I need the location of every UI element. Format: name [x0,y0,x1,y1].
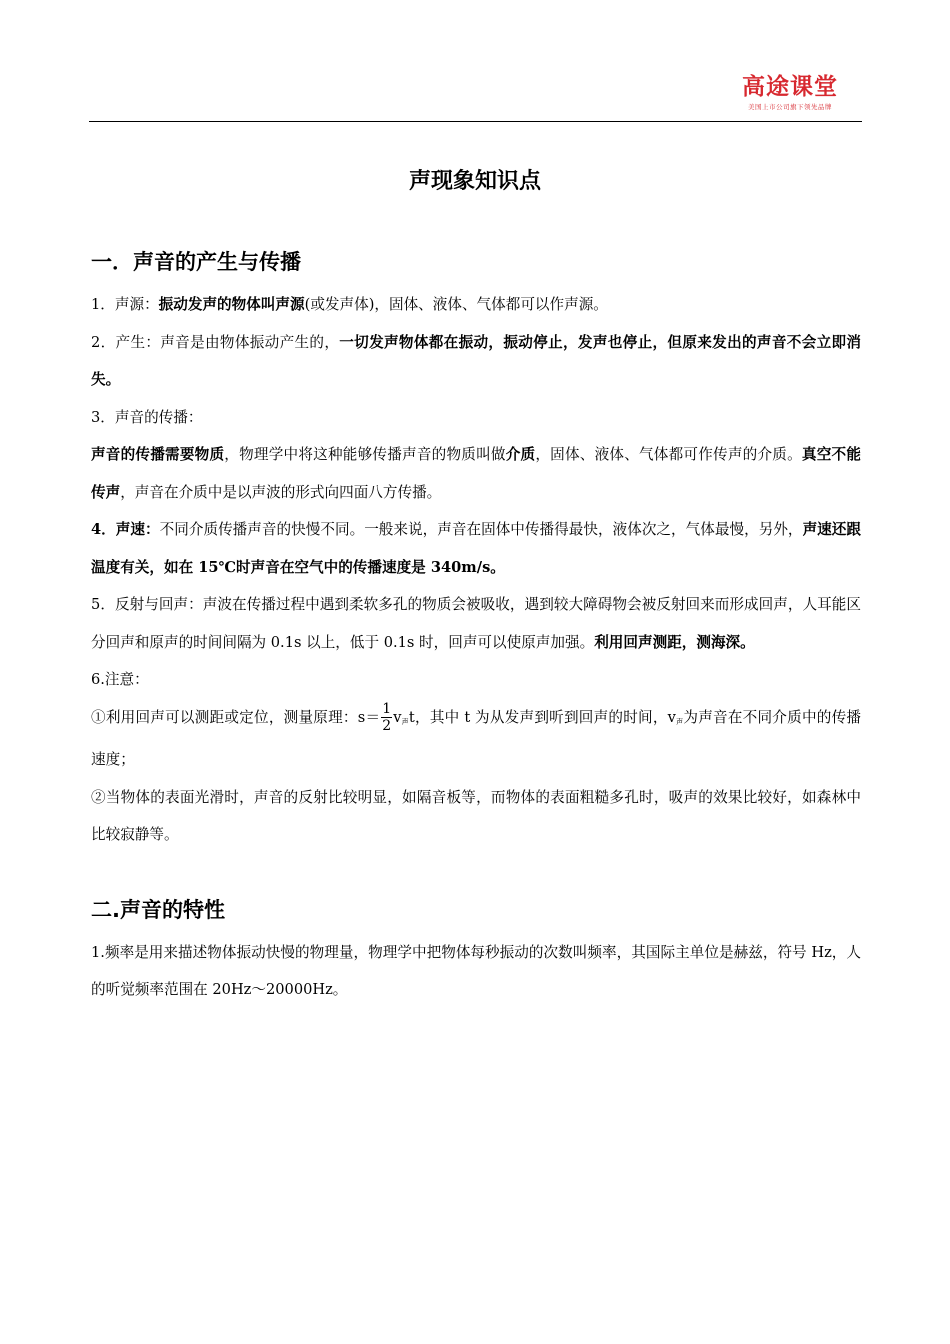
paragraph-echo: 5．反射与回声：声波在传播过程中遇到柔软多孔的物质会被吸收，遇到较大障碍物会被反射回来而形成回声，人耳能区分回声和原声的时间间隔为 0.1s 以上，低于 0.1s 时，回声可以使原声加强。利用回声测距，测海深。 [91,596,861,651]
section-2-heading: 二.声音的特性 [91,897,225,922]
fraction-one-half: $\frac{1}{2}$ [382,701,392,734]
section-1-heading: 一．声音的产生与传播 [91,250,301,274]
paragraph-notes-label: 6.注意： [91,671,149,688]
logo-tagline: 美国上市公司旗下领先品牌 [748,103,832,111]
document-title: 声现象知识点 [408,169,541,194]
paragraph-reflection-note: ②当物体的表面光滑时，声音的反射比较明显，如隔音板等，而物体的表面粗糙多孔时，吸声的效果比较好，如森林中比较寂静等。 [91,788,861,843]
paragraph-echo-formula: ①利用回声可以测距或定位，测量原理：s＝ $\frac{1}{2}$ $v_声t$，其中 t 为从发声到听到回声的时间，$v_声$为声音在不同介质中的传播速度； [91,701,861,768]
paragraph-frequency: 1.频率是用来描述物体振动快慢的物理量，物理学中把物体每秒振动的次数叫频率，其国际主单位是赫兹，符号 Hz，人的听觉频率范围在 20Hz～20000Hz。 [91,943,861,998]
paragraph-propagation: 声音的传播需要物质，物理学中将这种能够传播声音的物质叫做介质，固体、液体、气体都可作传声的介质。真空不能传声，声音在介质中是以声波的形式向四面八方传播。 [91,446,861,501]
header-divider [89,121,862,122]
paragraph-sound-source: 1．声源：振动发声的物体叫声源(或发声体)，固体、液体、气体都可以作声源。 [91,296,608,313]
document-body [91,242,861,1009]
paragraph-sound-speed: 4．声速：不同介质传播声音的快慢不同。一般来说，声音在固体中传播得最快，液体次之，气体最慢，另外，声速还跟温度有关，如在 15℃时声音在空气中的传播速度是 340m/s。 [91,521,861,576]
logo-text: 高途课堂 [742,74,838,100]
paragraph-sound-production: 2．产生：声音是由物体振动产生的，一切发声物体都在振动，振动停止，发声也停止，但原来发出的声音不会立即消失。 [91,333,861,388]
brand-logo [742,74,838,111]
paragraph-propagation-label: 3．声音的传播： [91,408,203,426]
